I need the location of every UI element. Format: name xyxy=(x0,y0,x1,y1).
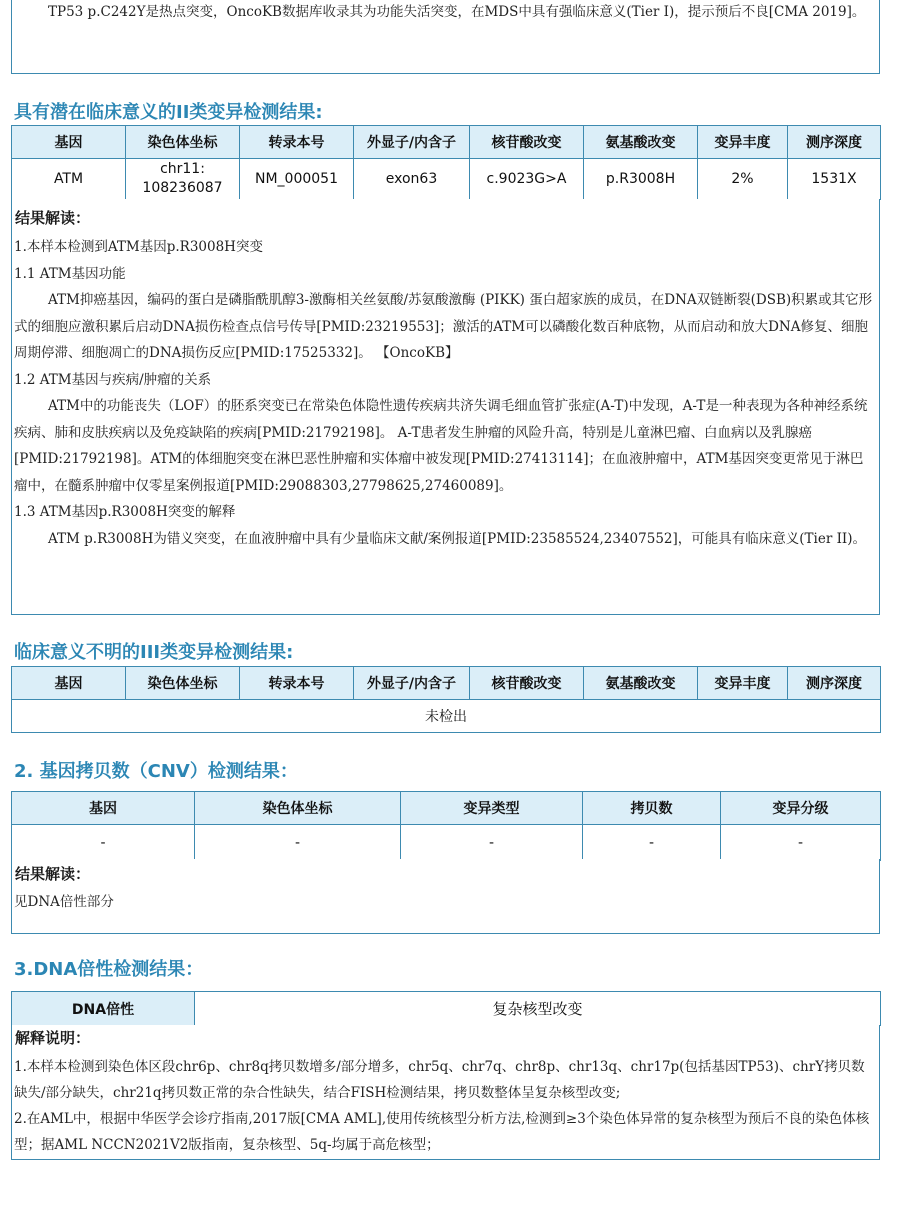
tp53-interpretation-text: TP53 p.C242Y是热点突变，OncoKB数据库收录其为功能失活突变，在MDS中具有强临床意义(Tier I)，提示预后不良[CMA 2019]。 xyxy=(48,4,866,20)
header-variant-type: 变异类型 xyxy=(401,792,583,825)
cell-transcript: NM_000051 xyxy=(240,159,354,200)
header-exon-intron: 外显子/内含子 xyxy=(354,126,470,159)
ploidy-label-cell: DNA倍性 xyxy=(12,992,195,1026)
cell-amino-acid: p.R3008H xyxy=(584,159,698,200)
tier3-header-row xyxy=(12,667,881,700)
cell-depth: 1531X xyxy=(788,159,881,200)
interp-paragraph-atm-variant: ATM p.R3008H为错义突变，在血液肿瘤中具有少量临床文献/案例报道[PMID:23585524,23407552]，可能具有临床意义(Tier II)。 xyxy=(48,530,867,547)
cnv-table xyxy=(11,791,881,861)
header-gene: 基因 xyxy=(12,667,126,700)
tier2-variant-table xyxy=(11,125,881,200)
interp-line-1-3: 1.3 ATM基因p.R3008H突变的解释 xyxy=(14,504,236,520)
not-detected-cell: 未检出 xyxy=(12,700,881,733)
tp53-interpretation-box xyxy=(11,0,880,74)
header-chrom-coord: 染色体坐标 xyxy=(126,126,240,159)
table-row xyxy=(12,700,881,733)
tier2-section-title: 具有潜在临床意义的II类变异检测结果: xyxy=(14,102,323,123)
table-row xyxy=(12,825,881,861)
cell-chrom-coord-line1: chr11: xyxy=(160,161,205,177)
cell-chrom-coord xyxy=(126,159,240,200)
tier2-interpretation-box xyxy=(11,199,880,615)
explain-line-1: 1.本样本检测到染色体区段chr6p、chr8q拷贝数增多/部分增多，chr5q、chr7q、chr8p、chr13q、chr17p(包括基因TP53)、chrY拷贝数缺失/部分缺失，chr21q拷贝数正常的杂合性缺失，结合FISH检测结果，拷贝数整体呈复杂核型改变; xyxy=(14,1059,865,1101)
header-transcript: 转录本号 xyxy=(240,667,354,700)
interp-line-1-1: 1.1 ATM基因功能 xyxy=(14,265,126,282)
header-depth: 测序深度 xyxy=(788,126,881,159)
header-amino-acid-change: 氨基酸改变 xyxy=(584,667,698,700)
header-vaf: 变异丰度 xyxy=(698,126,788,159)
header-variant-grade: 变异分级 xyxy=(721,792,881,825)
ploidy-table xyxy=(11,991,881,1026)
cell-gene: - xyxy=(12,825,195,861)
cnv-interpretation-text: 见DNA倍性部分 xyxy=(14,894,114,910)
ploidy-explanation-box xyxy=(11,1025,880,1160)
tier2-header-row xyxy=(12,126,881,159)
interp-paragraph-atm-disease: ATM中的功能丧失（LOF）的胚系突变已在常染色体隐性遗传疾病共济失调毛细血管扩张症(A-T)中发现，A-T是一种表现为各种神经系统疾病、肺和皮肤疾病以及免疫缺陷的疾病[PMID:21792198]。 A-T患者发生肿瘤的风险升高，特别是儿童淋巴瘤、白血病以及乳腺癌[PMID:21792198]。ATM的体细胞突变在淋巴恶性肿瘤和实体瘤中被发现[PMID:27413114]；在血液肿瘤中，ATM基因突变更常见于淋巴瘤中，在髓系肿瘤中仅零星案例报道[PMID:29088303,27798625,27460089]。 xyxy=(14,398,868,494)
header-gene: 基因 xyxy=(12,792,195,825)
explain-line-2: 2.在AML中，根据中华医学会诊疗指南,2017版[CMA AML],使用传统核型分析方法,检测到≥3个染色体异常的复杂核型为预后不良的染色体核型；据AML NCCN2021V2版指南，复杂核型、5q-均属于高危核型； xyxy=(14,1111,870,1153)
tier3-variant-table xyxy=(11,666,881,733)
tier3-section-title: 临床意义不明的III类变异检测结果: xyxy=(14,642,294,663)
cell-chrom-coord: - xyxy=(195,825,401,861)
tier2-interpretation-body xyxy=(12,234,879,552)
header-chrom-coord: 染色体坐标 xyxy=(126,667,240,700)
cnv-section-title: 2. 基因拷贝数（CNV）检测结果： xyxy=(14,761,298,782)
header-transcript: 转录本号 xyxy=(240,126,354,159)
header-nucleotide-change: 核苷酸改变 xyxy=(470,126,584,159)
interp-line-1-2: 1.2 ATM基因与疾病/肿瘤的关系 xyxy=(14,371,212,388)
ploidy-section-title: 3.DNA倍性检测结果： xyxy=(14,959,204,980)
table-row xyxy=(12,159,881,200)
header-gene: 基因 xyxy=(12,126,126,159)
cell-variant-grade: - xyxy=(721,825,881,861)
header-nucleotide-change: 核苷酸改变 xyxy=(470,667,584,700)
header-copy-number: 拷贝数 xyxy=(583,792,721,825)
ploidy-explanation-body xyxy=(12,1054,879,1158)
cell-vaf: 2% xyxy=(698,159,788,200)
result-interpretation-label: 结果解读： xyxy=(15,865,91,883)
header-chrom-coord: 染色体坐标 xyxy=(195,792,401,825)
header-amino-acid-change: 氨基酸改变 xyxy=(584,126,698,159)
cell-chrom-coord-line2: 108236087 xyxy=(142,180,223,196)
cell-gene: ATM xyxy=(12,159,126,200)
cell-exon: exon63 xyxy=(354,159,470,200)
interp-line-1: 1.本样本检测到ATM基因p.R3008H突变 xyxy=(14,239,263,255)
header-vaf: 变异丰度 xyxy=(698,667,788,700)
ploidy-value-cell: 复杂核型改变 xyxy=(195,992,881,1026)
cell-nucleotide: c.9023G>A xyxy=(470,159,584,200)
cnv-header-row xyxy=(12,792,881,825)
result-interpretation-label: 结果解读： xyxy=(15,209,91,227)
cell-copy-number: - xyxy=(583,825,721,861)
header-depth: 测序深度 xyxy=(788,667,881,700)
ploidy-row xyxy=(12,992,881,1026)
explanation-label: 解释说明： xyxy=(15,1029,91,1047)
interp-paragraph-atm-function: ATM抑癌基因，编码的蛋白是磷脂酰肌醇3-激酶相关丝氨酸/苏氨酸激酶 (PIKK) 蛋白超家族的成员，在DNA双链断裂(DSB)积累或其它形式的细胞应激积累后启动DNA损伤检查点信号传导[PMID:23219553]；激活的ATM可以磷酸化数百种底物，从而启动和放大DNA修复、细胞周期停滞、细胞凋亡的DNA损伤反应[PMID:17525332]。 【OncoKB】 xyxy=(14,292,873,361)
cnv-interpretation-box xyxy=(11,859,880,934)
cell-variant-type: - xyxy=(401,825,583,861)
header-exon-intron: 外显子/内含子 xyxy=(354,667,470,700)
